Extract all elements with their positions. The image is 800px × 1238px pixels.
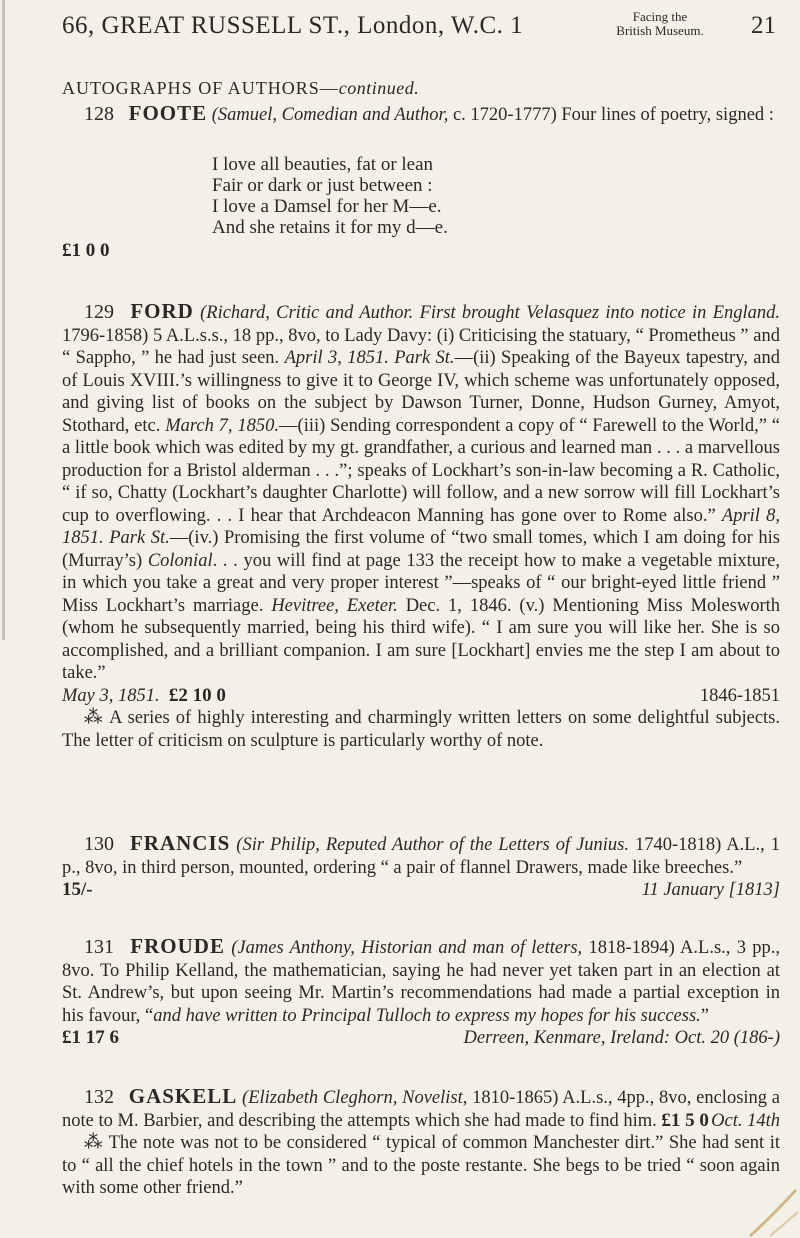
header-address: 66, GREAT RUSSELL ST., London, W.C. 1: [62, 12, 524, 39]
page-header: [62, 8, 782, 58]
entry-128: 128 FOOTE (Samuel, Comedian and Author, c. 1720-1777) Four lines of poetry, signed :: [84, 101, 774, 125]
left-margin-shadow: [2, 0, 5, 640]
author-name: FORD: [130, 299, 194, 323]
price-row: [62, 879, 780, 902]
place-date: Derreen, Kenmare, Ireland: Oct. 20 (186-): [463, 1028, 780, 1048]
entry-132: 132 GASKELL (Elizabeth Cleghorn, Novelist, 1810-1865) A.L.s., 4pp., 8vo, enclosing a note to M. Barbier, and describing the attempts which she had made to find him. £1 5 0 Oct. 14th ⁂ The note was not to be considered “ typical of common Manchester dirt.” She had sent it to “ all the chief hotels in the town ” and to the poste restante. She begs to be tried “ soon again with some other friend.”: [62, 1084, 781, 1198]
years: 1846-1851: [699, 685, 780, 706]
price: £1 0 0: [62, 240, 110, 261]
entry-number: 130: [84, 833, 114, 855]
entry-number: 131: [84, 936, 114, 958]
price-row: [62, 1027, 780, 1050]
header-facing: [585, 10, 735, 38]
price-row: May 3, 1851. £2 10 0 1846-1851: [62, 684, 780, 706]
price: £1 17 6: [62, 1027, 119, 1048]
price: £1 5 0: [661, 1109, 709, 1131]
entry-130: 130 FRANCIS (Sir Philip, Reputed Author of the Letters of Junius. 1740-1818) A.L., 1 p., 8vo, in third person, mounted, ordering “ a pair of flannel Drawers, made like breeches.” 15/- 11 January [1813]: [62, 831, 780, 900]
author-name: GASKELL: [128, 1084, 238, 1108]
date: Oct. 14th: [711, 1110, 780, 1131]
page-number: 21: [751, 12, 776, 39]
price: £2 10 0: [168, 684, 226, 706]
entry-128-price-row: [62, 240, 780, 263]
page-corner-mark: [730, 1168, 800, 1238]
author-name: FROUDE: [130, 934, 225, 958]
entry-number: 128: [84, 103, 114, 125]
date: 11 January [1813]: [641, 880, 780, 900]
author-desc: (Richard, Critic and Author. First brought Velasquez into notice in England.: [200, 303, 781, 323]
facing-line-2: British Museum.: [616, 23, 704, 38]
poem-line: I love all beauties, fat or lean: [212, 154, 434, 175]
author-desc: (James Anthony, Historian and man of letters,: [231, 938, 583, 958]
author-desc: (Samuel, Comedian and Author,: [211, 105, 449, 125]
note: ⁂ The note was not to be considered “ typical of common Manchester dirt.” She had sent it to “ all the chief hotels in the town ” and to the poste restante. She begs to be tried “ soon again with some other friend.”: [62, 1133, 781, 1198]
author-desc: (Sir Philip, Reputed Author of the Letters of Junius.: [236, 835, 629, 855]
poem-line: And she retains it for my d—e.: [212, 217, 448, 238]
poem-line: Fair or dark or just between :: [212, 175, 433, 196]
entry-129: 129 FORD (Richard, Critic and Author. First brought Velasquez into notice in England. 1796-1858) 5 A.L.s.s., 18 pp., 8vo, to Lady Davy: (i) Criticising the statuary, “ Prometheus ” and “ Sappho, ” he had just seen. April 3, 1851. Park St.—(ii) Speaking of the Bayeux tapestry, and of Louis XVIII.’s willingness to give it to George IV, which scheme was unfortunately opposed, and giving list of books on the subject by Dawson Turner, Donne, Hudson Gurney, Amyot, Stothard, etc. March 7, 1850.—(iii) Sending correspondent a copy of “ Farewell to the World,” “ a little book which was edited by my gt. grandfather, a curious and learned man . . . a marvellous production for a Bristol alderman . . .”; speaks of Lockhart’s son-in-law becoming a R. Catholic, “ if so, Chatty (Lockhart’s daughter Charlotte) will follow, and a new sorrow will fill Lockhart’s cup to overflowing. . . I hear that Archdeacon Manning has gone over to Rome also.” April 8, 1851. Park St.—(iv.) Promising the first volume of “two small tomes, which I am doing for his (Murray’s) Colonial. . . you will find at page 133 the receipt how to make a vegetable mixture, in which you take a great and very proper interest ”—speaks of “ our bright-eyed little friend ” Miss Lockhart’s marriage. Hevitree, Exeter. Dec. 1, 1846. (v.) Mentioning Miss Molesworth (whom he subsequently married, being his third wife). “ I am sure you will like her. She is so accomplished, and a brilliant companion. I am sure [Lockhart] envies me the step I am about to take.” May 3, 1851. £2 10 0 1846-1851 ⁂ A series of highly interesting and charmingly written letters on some delightful subjects. The letter of criticism on sculpture is particularly worthy of note.: [62, 299, 781, 751]
entry-131: 131 FROUDE (James Anthony, Historian and man of letters, 1818-1894) A.L.s., 3 pp., 8vo. To Philip Kelland, the mathematician, saying he had never yet taken part in an election at St. Andrew’s, but upon seeing Mr. Martin’s recommendations had made a partial exception in his favour, “and have written to Principal Tulloch to express my hopes for his success.” £1 17 6 Derreen, Kenmare, Ireland: Oct. 20 (186-): [62, 934, 781, 1048]
entry-text: Four lines of poetry, signed :: [561, 105, 774, 125]
poem: [212, 154, 448, 238]
author-name: FOOTE: [128, 101, 208, 125]
author-name: FRANCIS: [129, 831, 231, 855]
author-desc: (Elizabeth Cleghorn, Novelist,: [242, 1088, 468, 1108]
facing-line-1: Facing the: [632, 9, 688, 24]
section-title: AUTOGRAPHS OF AUTHORS—continued.: [62, 78, 420, 98]
poem-line: I love a Damsel for her M—e.: [212, 196, 442, 217]
price: 15/-: [62, 879, 93, 900]
entry-number: 129: [84, 301, 114, 323]
entry-number: 132: [84, 1086, 114, 1108]
note: ⁂ A series of highly interesting and charmingly written letters on some delightful subjects. The letter of criticism on sculpture is particularly worthy of note.: [62, 708, 781, 751]
